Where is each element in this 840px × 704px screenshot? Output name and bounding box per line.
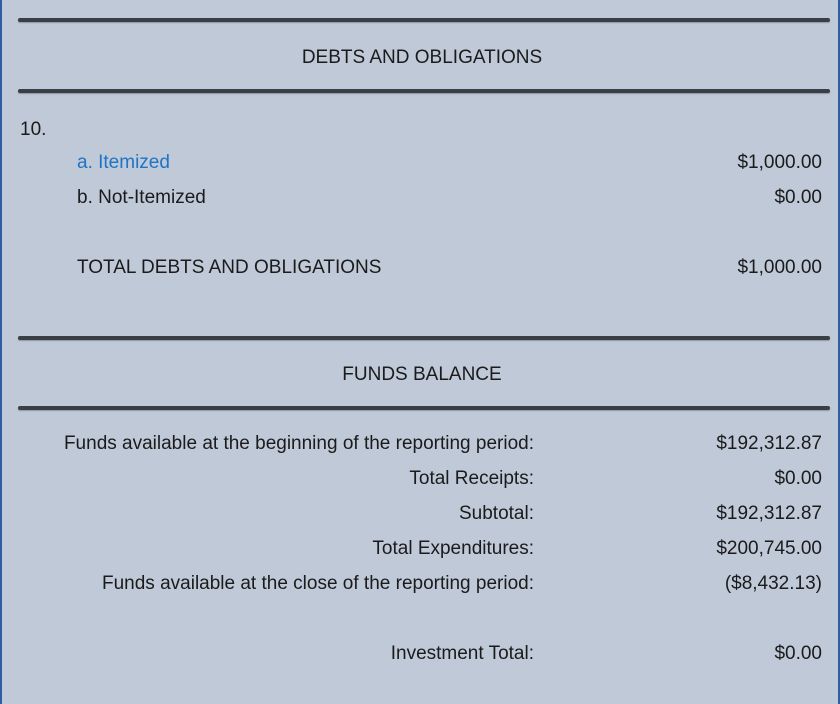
funds-row-amount: $192,312.87	[716, 433, 822, 454]
itemized-amount: $1,000.00	[737, 152, 822, 173]
total-debts-amount: $1,000.00	[737, 257, 822, 278]
itemized-link[interactable]: a. Itemized	[77, 152, 170, 173]
investment-total-amount: $0.00	[774, 643, 822, 664]
funds-heading: FUNDS BALANCE	[342, 364, 502, 385]
funds-row-amount: $192,312.87	[716, 503, 822, 524]
funds-row-label: Funds available at the beginning of the reporting period:	[63, 433, 534, 454]
not-itemized-label: b. Not-Itemized	[77, 187, 206, 208]
funds-row-label: Subtotal:	[459, 503, 534, 524]
funds-row-amount: $0.00	[774, 468, 822, 489]
funds-row-amount: ($8,432.13)	[724, 573, 822, 594]
total-debts-label: TOTAL DEBTS AND OBLIGATIONS	[77, 257, 382, 278]
funds-row-label: Funds available at the close of the reporting period:	[102, 573, 534, 594]
debts-heading: DEBTS AND OBLIGATIONS	[301, 47, 543, 68]
investment-total-label: Investment Total:	[390, 643, 534, 664]
funds-row-amount: $200,745.00	[716, 538, 822, 559]
section-divider	[18, 89, 830, 93]
funds-row-label: Total Expenditures:	[372, 538, 534, 559]
section-divider-top	[18, 18, 830, 22]
section-divider	[18, 336, 830, 340]
funds-row-label: Total Receipts:	[409, 468, 534, 489]
section-divider	[18, 406, 830, 410]
line-number: 10.	[20, 119, 47, 140]
not-itemized-amount: $0.00	[774, 187, 822, 208]
